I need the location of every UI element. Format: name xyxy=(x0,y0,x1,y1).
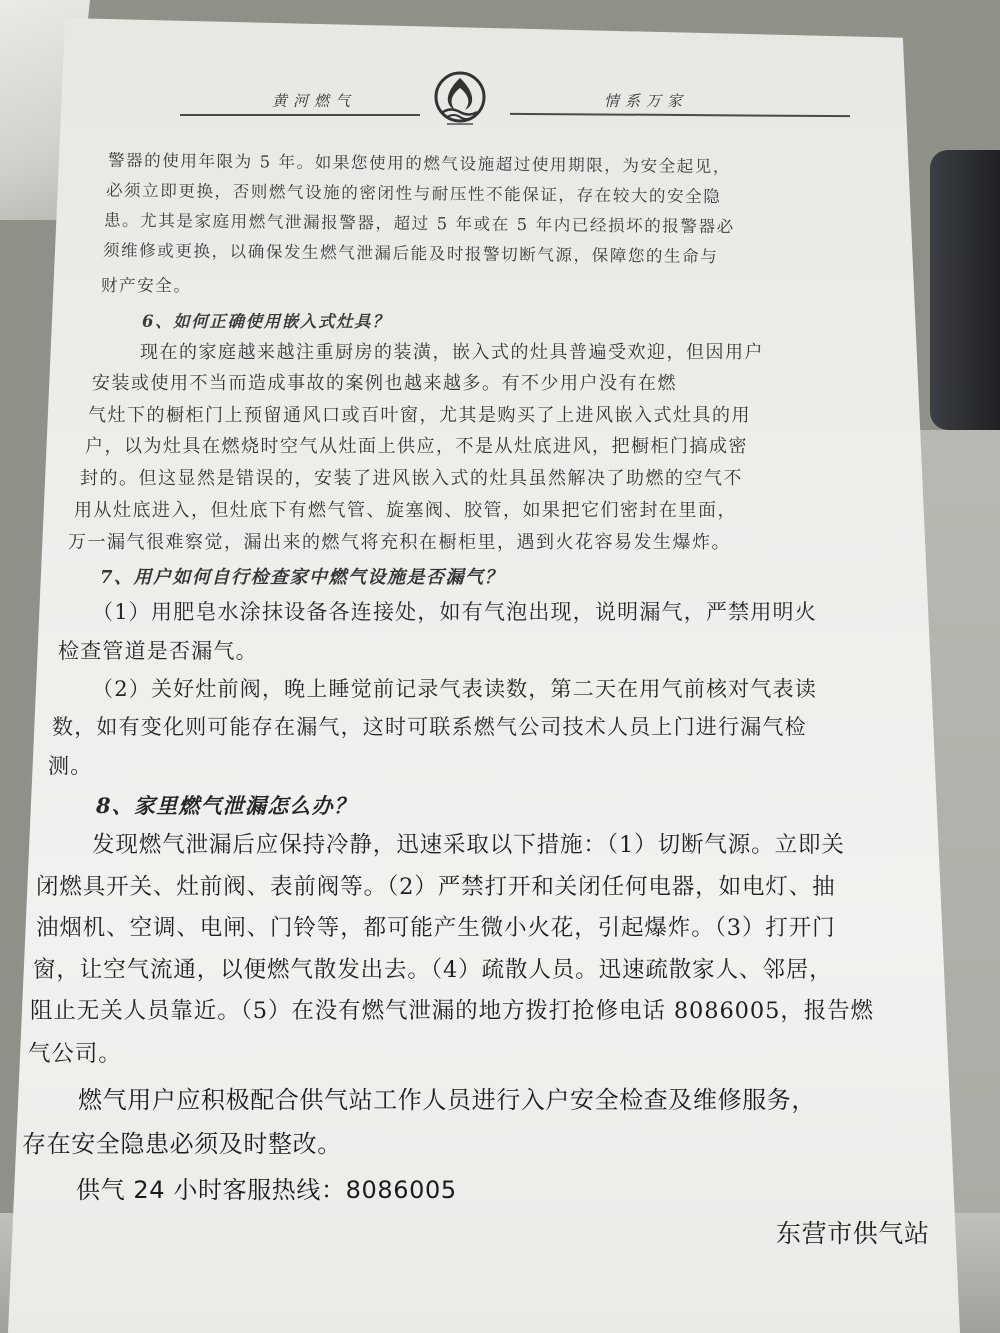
text-line: 发现燃气泄漏后应保持冷静，迅速采取以下措施：（1）切断气源。立即关 xyxy=(92,832,845,858)
text-line: （1）用肥皂水涂抹设备各连接处，如有气泡出现，说明漏气，严禁用明火 xyxy=(92,600,817,624)
section-heading: 8、家里燃气泄漏怎么办？ xyxy=(96,793,357,818)
yellow-river-gas-logo-icon xyxy=(425,70,495,128)
text-line: 现在的家庭越来越注重厨房的装潢，嵌入式的灶具普遍受欢迎，但因用户 xyxy=(140,342,764,363)
text-line: （2）关好灶前阀，晚上睡觉前记录气表读数，第二天在用气前核对气表读 xyxy=(92,677,817,701)
text-line: 气公司。 xyxy=(28,1041,122,1067)
hotline-line: 供气 24 小时客服热线：8086005 xyxy=(76,1176,457,1204)
text-line: 测。 xyxy=(48,754,93,778)
text-line: 户，以为灶具在燃烧时空气从灶面上供应，不是从灶底进风，把橱柜门搞成密 xyxy=(85,436,748,457)
text-line: 窗，让空气流通，以便燃气散发出去。（4）疏散人员。迅速疏散家人、邻居， xyxy=(33,957,833,983)
header-right-text: 情系万家 xyxy=(604,92,689,110)
text-line: 财产安全。 xyxy=(101,276,192,295)
section-heading: 6、如何正确使用嵌入式灶具？ xyxy=(142,312,391,331)
text-line: 用从灶底进入，但灶底下有燃气管、旋塞阀、胶管，如果把它们密封在里面， xyxy=(74,500,737,521)
text-line: 气灶下的橱柜门上预留通风口或百叶窗，尤其是购买了上进风嵌入式灶具的用 xyxy=(88,405,751,426)
header-rule-left xyxy=(180,114,420,116)
background-device xyxy=(930,150,1000,430)
text-line: 必须立即更换，否则燃气设施的密闭性与耐压性不能保证，存在较大的安全隐 xyxy=(105,180,722,207)
text-line: 患。尤其是家庭用燃气泄漏报警器，超过 5 年或在 5 年内已经损坏的报警器必 xyxy=(103,210,735,237)
text-line: 封的。但这显然是错误的，安装了进风嵌入式的灶具虽然解决了助燃的空气不 xyxy=(80,468,743,489)
text-line: 数，如有变化则可能存在漏气，这时可联系燃气公司技术人员上门进行漏气检 xyxy=(52,715,807,739)
closing-line: 存在安全隐患必须及时整改。 xyxy=(22,1130,342,1158)
text-line: 油烟机、空调、电闸、门铃等，都可能产生微小火花，引起爆炸。（3）打开门 xyxy=(36,915,836,941)
text-line: 万一漏气很难察觉，漏出来的燃气将充积在橱柜里，遇到火花容易发生爆炸。 xyxy=(68,532,731,553)
section-heading: 7、用户如何自行检查家中燃气设施是否漏气？ xyxy=(100,567,505,588)
text-line: 检查管道是否漏气。 xyxy=(58,639,258,663)
text-line: 安装或使用不当而造成事故的案例也越来越多。有不少用户没有在燃 xyxy=(92,373,677,394)
text-line: 阻止无关人员靠近。（5）在没有燃气泄漏的地方拨打抢修电话 8086005，报告燃 xyxy=(30,998,874,1024)
header-left-text: 黄河燃气 xyxy=(272,92,357,110)
text-line: 警器的使用年限为 5 年。如果您使用的燃气设施超过使用期限，为安全起见， xyxy=(107,150,732,177)
closing-line: 燃气用户应积极配合供气站工作人员进行入户安全检查及维修服务， xyxy=(78,1086,816,1114)
text-line: 须维修或更换，以确保发生燃气泄漏后能及时报警切断气源，保障您的生命与 xyxy=(102,240,719,267)
signature: 东营市供气站 xyxy=(776,1219,930,1248)
text-line: 闭燃具开关、灶前阀、表前阀等。（2）严禁打开和关闭任何电器，如电灯、抽 xyxy=(36,874,836,900)
